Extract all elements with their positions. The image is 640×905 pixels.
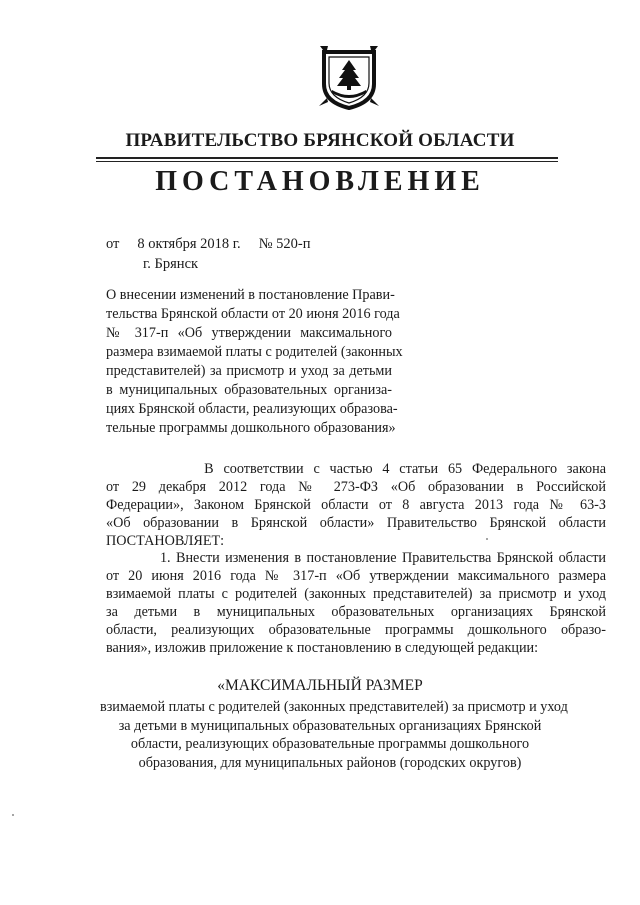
document-type: ПОСТАНОВЛЕНИЕ [155, 166, 485, 197]
annex-subtitle-line: за детьми в муниципальных образовательных организациях Брянской [118, 717, 542, 734]
decree-word: ПОСТАНОВЛЯЕТ: [106, 533, 225, 549]
subject-line: размера взимаемой платы с родителей (законных [106, 344, 403, 360]
subject-line: О внесении изменений в постановление Прави- [106, 287, 395, 303]
date-line [106, 234, 311, 254]
preamble-line: В соответствии с частью 4 статьи 65 Федерального закона [106, 461, 606, 477]
subject-line: тельства Брянской области от 20 июня 2016 года [106, 306, 400, 322]
annex-subtitle-line: взимаемой платы с родителей (законных представителей) за присмотр и уход [100, 699, 568, 715]
city: г. Брянск [143, 256, 199, 272]
preamble-line: Федерации», Законом Брянской области от 8 августа 2013 года № 63-З [106, 497, 606, 513]
annex-subtitle-line: образования, для муниципальных районов (городских округов) [138, 754, 522, 771]
subject-line: № 317-п «Об утверждении максимального [106, 325, 392, 341]
organization-name: ПРАВИТЕЛЬСТВО БРЯНСКОЙ ОБЛАСТИ [125, 130, 515, 151]
item-1-line: от 20 июня 2016 года № 317-п «Об утверждении максимального размера [106, 568, 606, 584]
item-1-line: вания», изложив приложение к постановлению в следующей редакции: [106, 640, 539, 656]
scan-speck [12, 814, 14, 816]
document-number: № 520-п [258, 236, 311, 252]
item-1-line: области, реализующих образовательные программы дошкольного образо- [106, 622, 606, 638]
preamble-line: «Об образовании в Брянской области» Правительство Брянской области [106, 515, 606, 531]
annex-title: «МАКСИМАЛЬНЫЙ РАЗМЕР [217, 677, 423, 694]
annex-subtitle-line: области, реализующих образовательные программы дошкольного [130, 736, 530, 752]
document-date: 8 октября 2018 г. [137, 236, 241, 252]
preamble-paragraph [106, 460, 606, 550]
item-1-line: за детьми в муниципальных образовательных организациях Брянской [106, 604, 606, 620]
header-rule-thick [96, 157, 558, 159]
date-prefix: от [106, 236, 120, 252]
header-rule-thin [96, 161, 558, 162]
preamble-line: от 29 декабря 2012 года № 273-ФЗ «Об образовании в Российской [106, 479, 606, 495]
coat-of-arms-icon [318, 44, 380, 110]
item-1-line: взимаемой платы с родителей (законных представителей) за присмотр и уход [106, 586, 606, 602]
annex-subtitle [100, 698, 568, 772]
document-meta [106, 234, 311, 274]
subject-line: тельные программы дошкольного образования» [106, 420, 396, 436]
item-1-paragraph [106, 549, 606, 657]
scan-speck [486, 538, 488, 540]
item-1-line: 1. Внести изменения в постановление Правительства Брянской области [106, 550, 606, 566]
subject-line: в муниципальных образовательных организа- [106, 382, 392, 398]
subject-line: циях Брянской области, реализующих образова- [106, 401, 398, 417]
document-subject [106, 286, 403, 438]
subject-line: представителей) за присмотр и уход за детьми [106, 363, 392, 379]
